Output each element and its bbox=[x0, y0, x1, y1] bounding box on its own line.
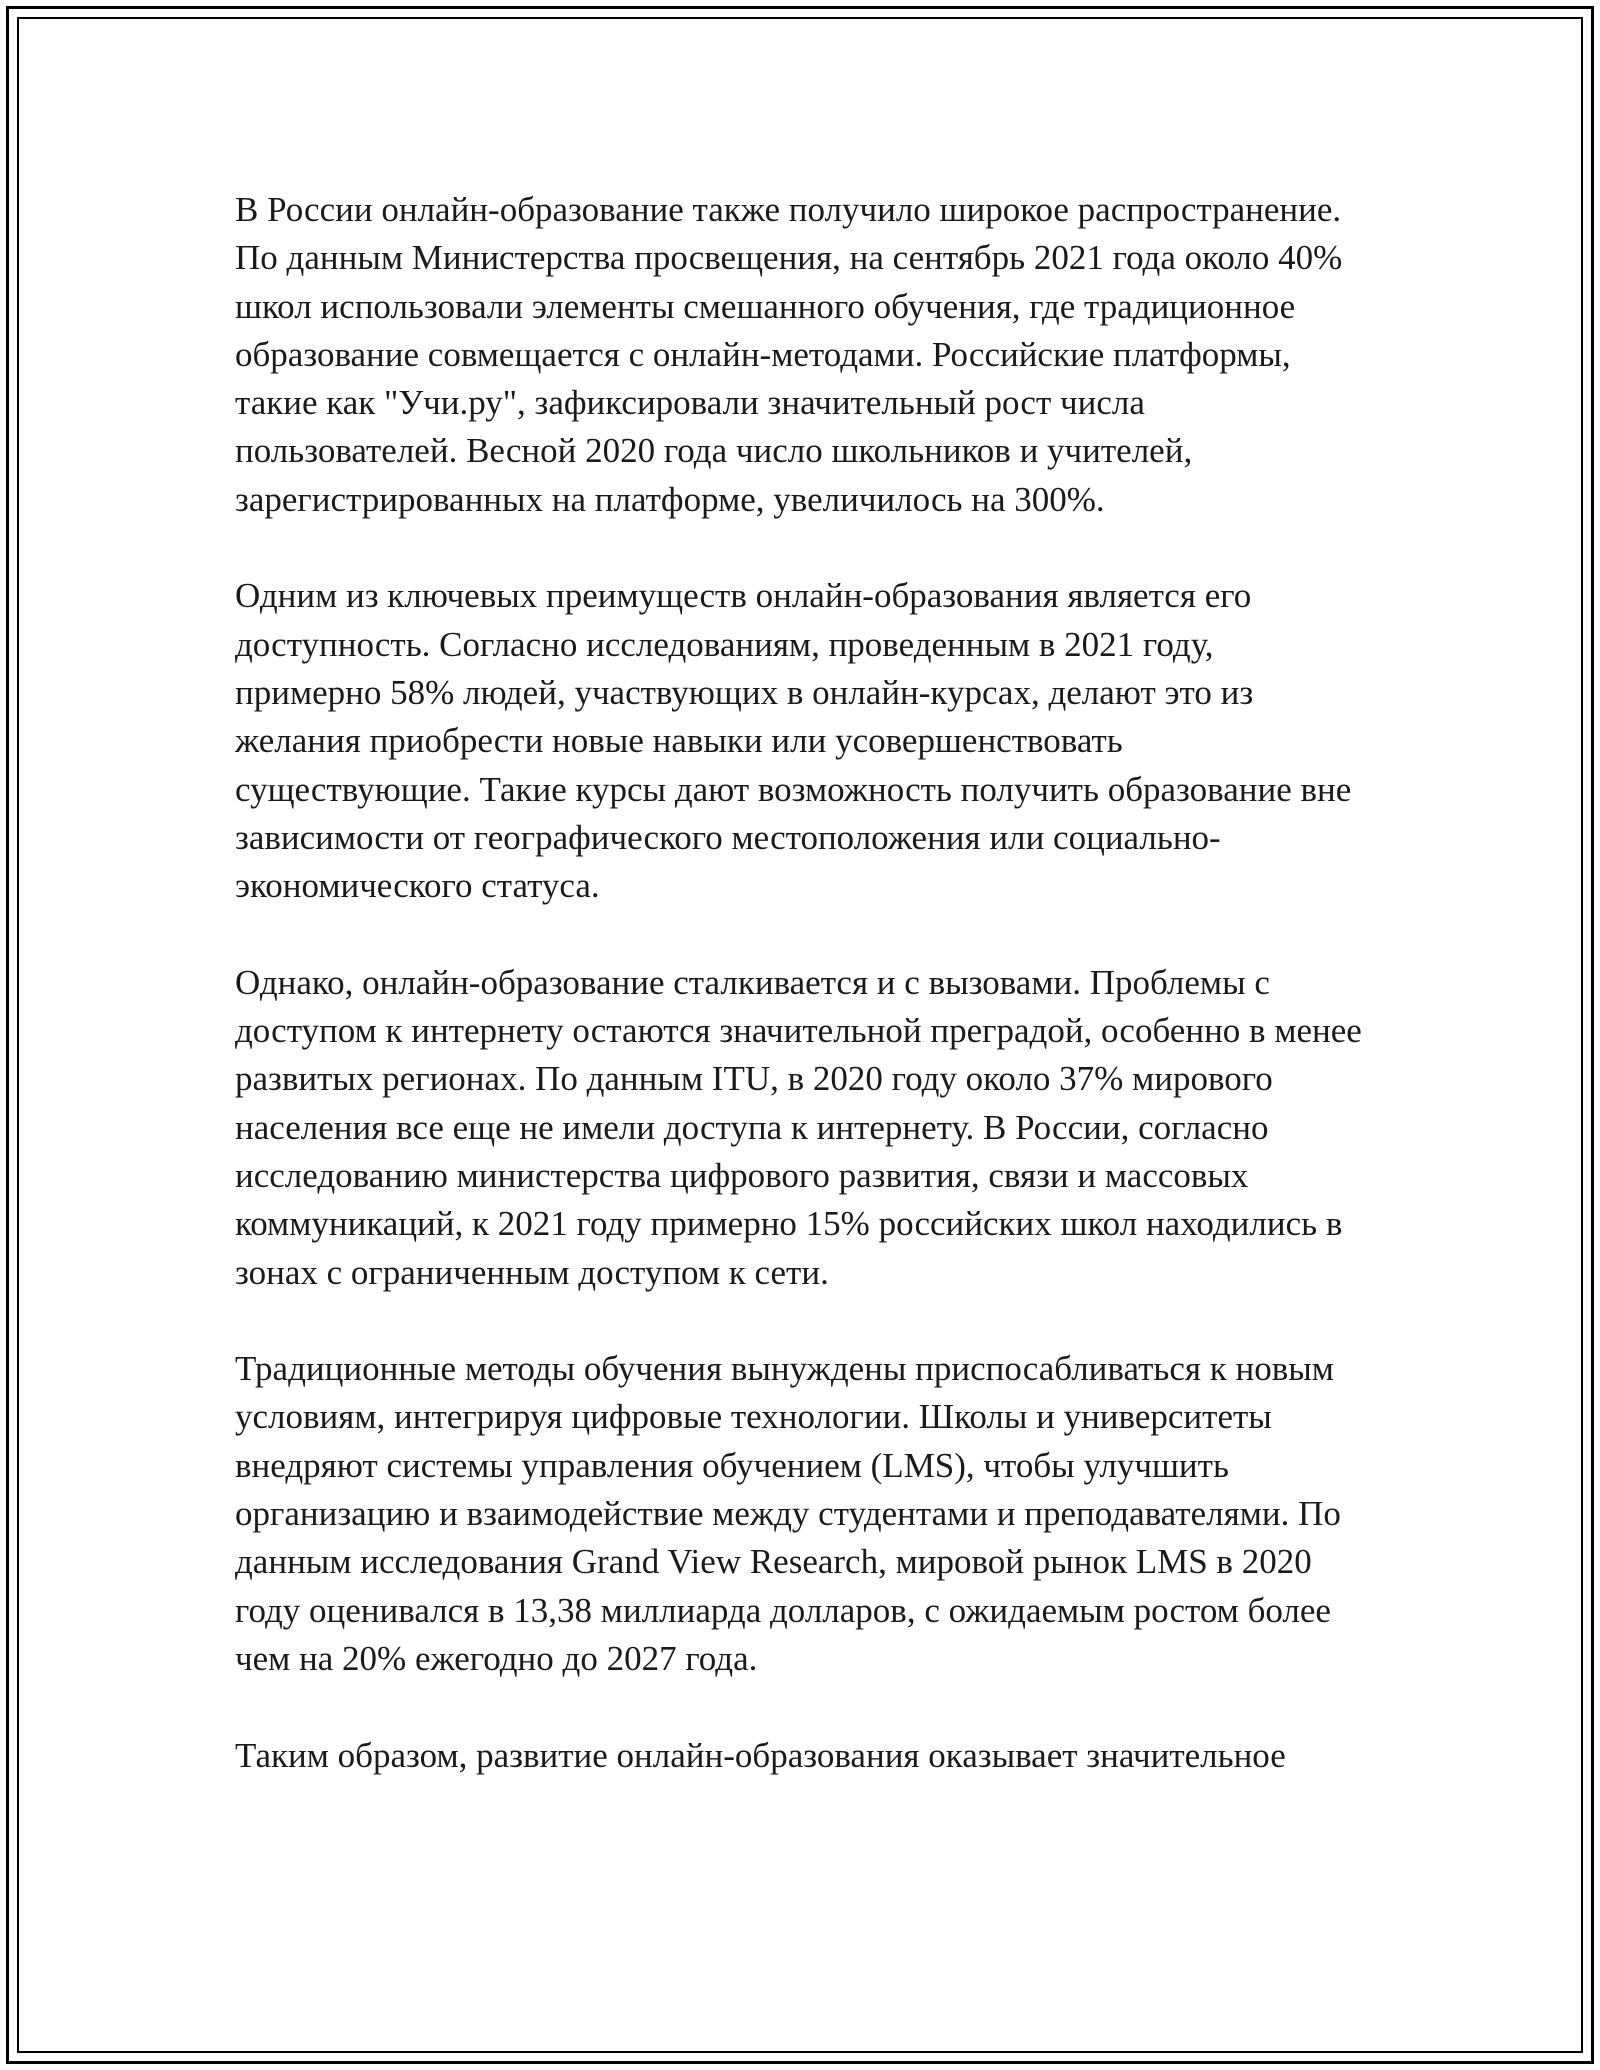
paragraph-2: Одним из ключевых преимуществ онлайн-образования является его доступность. Согласно исследованиям, проведенным в 2021 году, примерно 58% людей, участвующих в онлайн-курсах, делают это из желания приобрести новые навыки или усовершенствовать существующие. Такие курсы дают возможность получить образование вне зависимости от географического местоположения или социально-экономического статуса. bbox=[235, 576, 1352, 906]
paragraph-1: В России онлайн-образование также получило широкое распространение. По данным Министерства просвещения, на сентябрь 2021 года около 40% школ использовали элементы смешанного обучения, где традиционное образование совмещается с онлайн-методами. Российские платформы, такие как "Учи.ру", зафиксировали значительный рост числа пользователей. Весной 2020 года число школьников и учителей, зарегистрированных на платформе, увеличилось на 300%. bbox=[235, 190, 1343, 519]
paragraph-4: Традиционные методы обучения вынуждены приспосабливаться к новым условиям, интегрируя цифровые технологии. Школы и университеты внедряют системы управления обучением (LMS), чтобы улучшить организацию и взаимодействие между студентами и преподавателями. По данным исследования Grand View Research, мировой рынок LMS в 2020 году оценивался в 13,38 миллиарда долларов, с ожидаемым ростом более чем на 20% ежегодно до 2027 года. bbox=[235, 1349, 1341, 1678]
paragraph-3: Однако, онлайн-образование сталкивается и с вызовами. Проблемы с доступом к интернету остаются значительной преградой, особенно в менее развитых регионах. По данным ITU, в 2020 году около 37% мирового населения все еще не имели доступа к интернету. В России, согласно исследованию министерства цифрового развития, связи и массовых коммуникаций, к 2021 году примерно 15% российских школ находились в зонах с ограниченным доступом к сети. bbox=[235, 962, 1362, 1292]
paragraph-5: Таким образом, развитие онлайн-образования оказывает значительное bbox=[235, 1735, 1286, 1775]
document-body bbox=[235, 186, 1365, 1828]
